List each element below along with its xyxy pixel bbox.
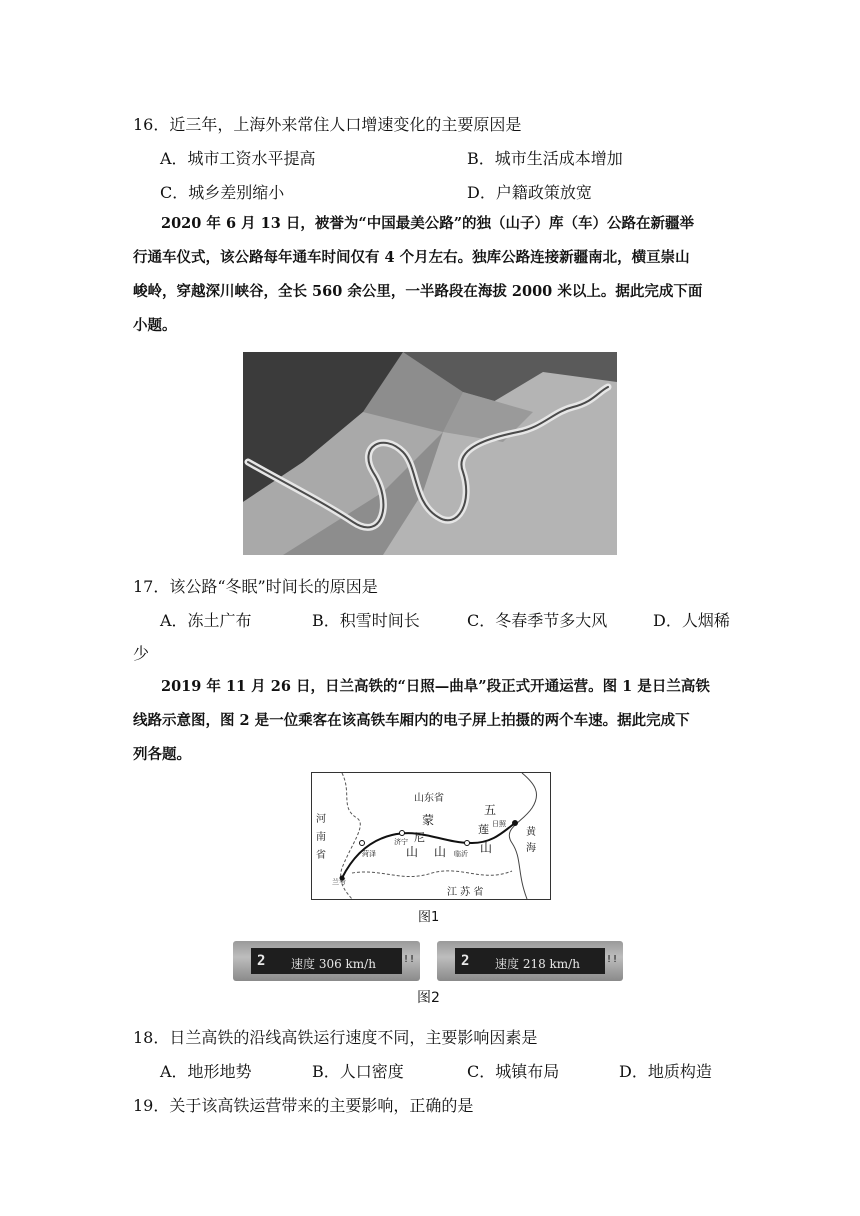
jining-station	[400, 831, 405, 836]
speed-readout: 速度 218 km/h	[495, 957, 580, 971]
question-16-stem: 16．近三年，上海外来常住人口增速变化的主要原因是	[133, 115, 522, 134]
label-lankao: 兰考	[332, 878, 346, 886]
speed-display-306	[233, 941, 420, 981]
label-shan-2: 山	[434, 845, 447, 859]
mountain-road-photo	[243, 352, 617, 555]
question-18-option-b: B．人口密度	[312, 1062, 404, 1081]
passage-line: 小题。	[133, 317, 177, 334]
passage-line: 行通车仪式，该公路每年通车时间仅有 4 个月左右。独库公路连接新疆南北，横亘崇山	[133, 249, 690, 266]
question-16-option-c: C．城乡差别缩小	[160, 183, 285, 202]
label-jiangsu: 江 苏 省	[447, 887, 484, 898]
railway-map	[311, 772, 551, 900]
label-henan: 河 南 省	[316, 814, 326, 861]
speed-screen	[251, 948, 402, 974]
label-shandong: 山东省	[414, 793, 444, 804]
label-jining: 济宁	[394, 838, 408, 846]
label-ni: 尼	[414, 831, 425, 844]
label-shan-3: 山	[480, 841, 493, 855]
question-17-option-d: D．人烟稀	[653, 611, 730, 630]
panel-end-mark: !!	[605, 954, 618, 965]
label-rizhao: 日照	[492, 820, 506, 828]
linyi-station	[465, 841, 470, 846]
label-lian: 莲	[478, 823, 489, 836]
question-17-option-a: A．冻土广布	[160, 611, 252, 630]
question-17-stem: 17．该公路“冬眠”时间长的原因是	[133, 577, 378, 596]
label-heze: 菏泽	[362, 850, 376, 858]
panel-end-mark: !!	[402, 954, 415, 965]
question-17-option-c: C．冬春季节多大风	[467, 611, 608, 630]
passage-line: 线路示意图，图 2 是一位乘客在该高铁车厢内的电子屏上拍摄的两个车速。据此完成下	[133, 712, 690, 729]
car-number: 2	[461, 953, 470, 969]
mountain-road-illustration	[243, 352, 617, 555]
heze-station	[360, 841, 365, 846]
speed-display-218	[437, 941, 623, 981]
passage-line: 2020 年 6 月 13 日，被誉为“中国最美公路”的独（山子）库（车）公路在新疆举	[161, 215, 695, 232]
question-16-option-a: A．城市工资水平提高	[160, 149, 316, 168]
question-18-option-c: C．城镇布局	[467, 1062, 560, 1081]
question-16-option-d: D．户籍政策放宽	[467, 183, 592, 202]
question-16-option-b: B．城市生活成本增加	[467, 149, 623, 168]
label-wu: 五	[484, 803, 497, 817]
figure-2-caption: 图2	[417, 990, 440, 1006]
passage-line: 2019 年 11 月 26 日，日兰高铁的“日照—曲阜”段正式开通运营。图 1 是日兰高铁	[161, 678, 710, 695]
question-18-option-a: A．地形地势	[160, 1062, 252, 1081]
label-linyi: 临沂	[454, 850, 468, 858]
passage-rilan-railway	[133, 670, 733, 772]
label-meng: 蒙	[422, 813, 435, 827]
car-number: 2	[257, 953, 266, 969]
speed-screen	[455, 948, 605, 974]
passage-duku-road	[133, 207, 733, 343]
passage-line: 列各题。	[133, 746, 191, 763]
question-19-stem: 19．关于该高铁运营带来的主要影响，正确的是	[133, 1096, 474, 1115]
rizhao-station	[512, 820, 518, 826]
question-17-option-b: B．积雪时间长	[312, 611, 420, 630]
question-18-option-d: D．地质构造	[619, 1062, 712, 1081]
passage-line: 峻岭，穿越深川峡谷，全长 560 余公里，一半路段在海拔 2000 米以上。据此完成下面	[133, 283, 703, 300]
label-shan-1: 山	[406, 845, 419, 859]
label-huanghai: 黄 海	[526, 827, 536, 854]
figure-1-caption: 图1	[418, 910, 440, 925]
question-18-stem: 18．日兰高铁的沿线高铁运行速度不同，主要影响因素是	[133, 1028, 538, 1047]
question-17-option-d-wrap: 少	[133, 644, 150, 663]
speed-readout: 速度 306 km/h	[291, 957, 376, 971]
